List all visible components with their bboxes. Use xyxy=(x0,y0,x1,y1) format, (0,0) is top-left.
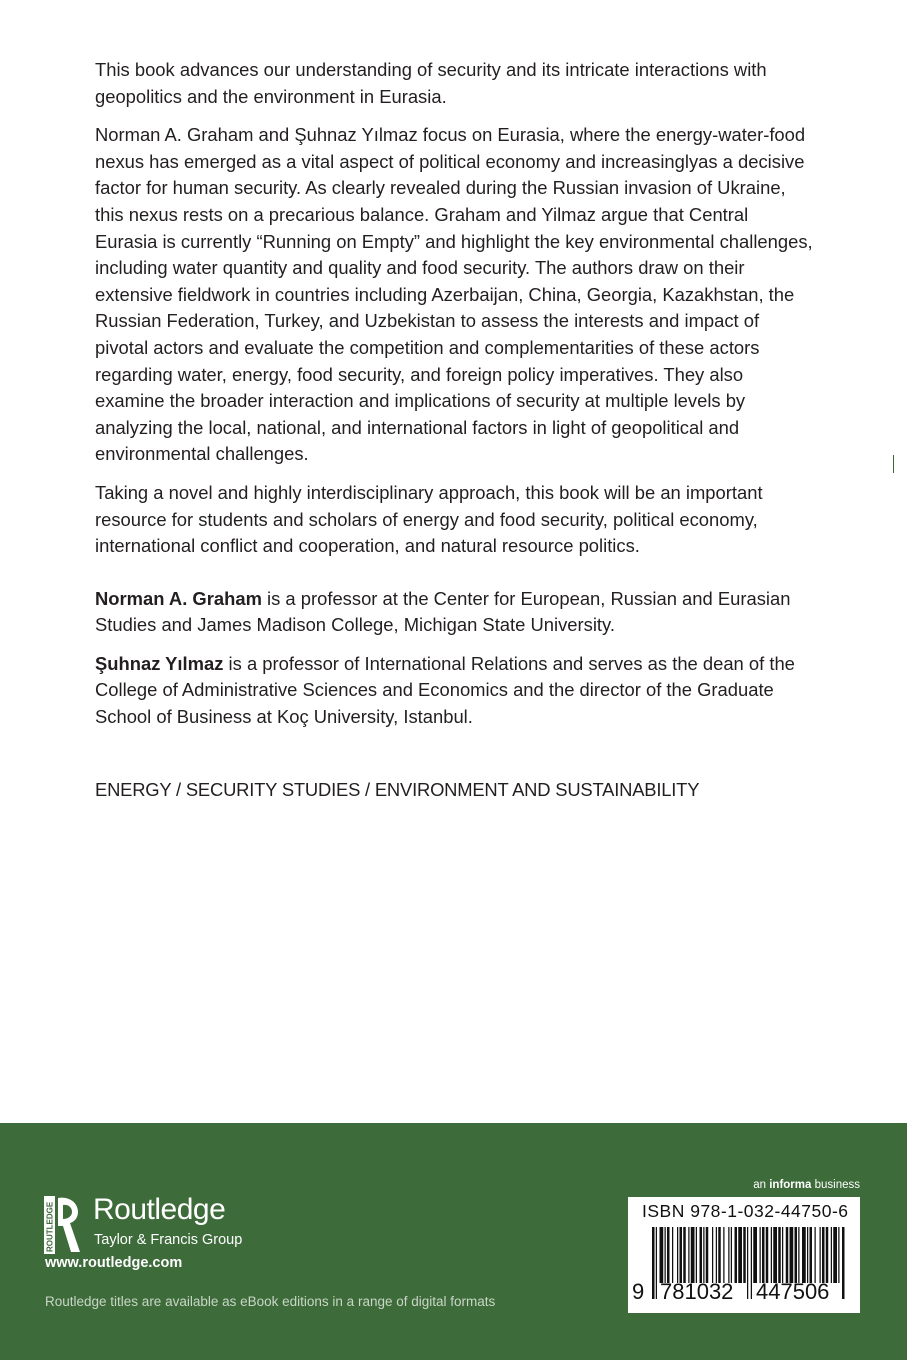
subject-categories: ENERGY / SECURITY STUDIES / ENVIRONMENT AND SUSTAINABILITY xyxy=(95,779,700,800)
informa-brand: informa xyxy=(769,1179,812,1191)
barcode-left-digits: 781032 xyxy=(660,1279,734,1304)
informa-business-tag xyxy=(628,1179,860,1191)
author-bio-graham xyxy=(95,586,815,639)
routledge-emblem-icon xyxy=(44,1196,84,1254)
author-bio-text: is a professor at the Center for European, Russian and Eurasian Studies and James Madison College, Michigan State University. xyxy=(95,587,791,636)
barcode-right-digits: 447506 xyxy=(756,1279,830,1304)
isbn-number: ISBN 978-1-032-44750-6 xyxy=(642,1201,849,1221)
informa-prefix: an xyxy=(753,1179,770,1191)
ebook-note: Routledge titles are available as eBook editions in a range of digital formats xyxy=(45,1294,496,1309)
author-name: Norman A. Graham xyxy=(95,587,262,609)
informa-suffix: business xyxy=(811,1179,860,1191)
blurb-audience: Taking a novel and highly interdisciplinary approach, this book will be an important resource for students and scholars of energy and food security, political economy, international conflict and cooperation, and natural resource politics. xyxy=(95,481,763,557)
publisher-url[interactable]: www.routledge.com xyxy=(45,1255,183,1271)
barcode-lead-digit: 9 xyxy=(632,1279,645,1304)
publisher-group: Taylor & Francis Group xyxy=(94,1232,243,1248)
edge-mark xyxy=(893,455,894,473)
emblem-vertical-text: ROUTLEDGE xyxy=(45,1201,55,1252)
author-bio-text: is a professor of International Relations and serves as the dean of the College of Administrative Sciences and Economics and the director of the Graduate School of Business at Koç University, Istanbul. xyxy=(95,652,795,728)
author-name: Şuhnaz Yılmaz xyxy=(95,652,224,674)
back-cover-blurb xyxy=(95,57,815,743)
blurb-intro: This book advances our understanding of security and its intricate interactions with geopolitics and the environment in Eurasia. xyxy=(95,59,767,107)
blurb-summary: Norman A. Graham and Şuhnaz Yılmaz focus on Eurasia, where the energy-water-food nexus has emerged as a vital aspect of political economy and increasinglyas a decisive factor for human security. As clearly revealed during the Russian invasion of Ukraine, this nexus rests on a precarious balance. Graham and Yilmaz argue that Central Eurasia is currently “Running on Empty” and highlight the key environmental challenges, including water quantity and quality and food security. The authors draw on their extensive fieldwork in countries including Azerbaijan, China, Georgia, Kazakhstan, the Russian Federation, Turkey, and Uzbekistan to assess the interests and impact of pivotal actors and evaluate the competition and complementarities of these actors regarding water, energy, food security, and foreign policy imperatives. They also examine the broader interaction and implications of security at multiple levels by analyzing the local, national, and international factors in light of geopolitical and environmental challenges. xyxy=(95,124,813,465)
publisher-name: Routledge xyxy=(93,1193,226,1226)
author-bio-yilmaz xyxy=(95,651,815,731)
isbn-barcode xyxy=(628,1197,860,1313)
